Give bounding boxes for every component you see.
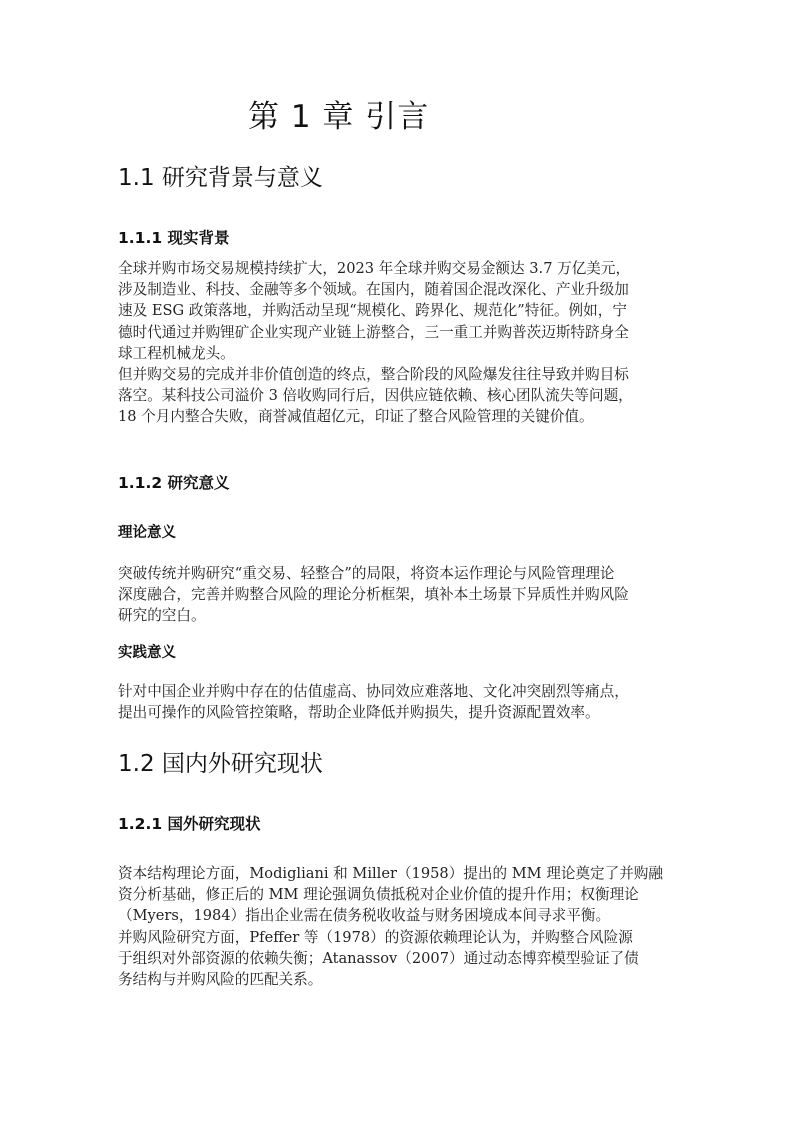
text-line: 资分析基础，修正后的 MM 理论强调负债抵税对企业价值的提升作用；权衡理论 bbox=[118, 886, 639, 904]
text-line: 于组织对外部资源的依赖失衡；Atanassov（2007）通过动态博弈模型验证了债 bbox=[118, 949, 639, 967]
chapter-title: 第 1 章 引言 bbox=[248, 99, 430, 135]
heading-practice-significance: 实践意义 bbox=[118, 645, 176, 661]
text-line: 速及 ESG 政策落地，并购活动呈现“规模化、跨界化、规范化”特征。例如，宁 bbox=[118, 302, 627, 320]
section-heading-1-2: 1.2 国内外研究现状 bbox=[118, 751, 323, 777]
text-line: 深度融合，完善并购整合风险的理论分析框架，填补本土场景下异质性并购风险 bbox=[118, 586, 629, 604]
text-line: 突破传统并购研究“重交易、轻整合”的局限，将资本运作理论与风险管理理论 bbox=[118, 565, 615, 582]
paragraph-theory-significance bbox=[118, 563, 678, 627]
heading-theory-significance: 理论意义 bbox=[118, 525, 176, 541]
subsection-heading-1-2-1: 1.2.1 国外研究现状 bbox=[118, 815, 261, 833]
paragraph-foreign-research bbox=[118, 863, 678, 990]
text-line: 但并购交易的完成并非价值创造的终点，整合阶段的风险爆发往往导致并购目标 bbox=[118, 366, 629, 384]
text-line: 球工程机械龙头。 bbox=[118, 344, 235, 362]
text-line: 全球并购市场交易规模持续扩大，2023 年全球并购交易金额达 3.7 万亿美元， bbox=[118, 260, 631, 277]
text-line: 18 个月内整合失败，商誉减值超亿元，印证了整合风险管理的关键价值。 bbox=[118, 408, 594, 426]
paragraph-real-background bbox=[118, 258, 678, 428]
text-line: 并购风险研究方面，Pfeffer 等（1978）的资源依赖理论认为，并购整合风险源 bbox=[118, 928, 633, 946]
text-line: 德时代通过并购锂矿企业实现产业链上游整合，三一重工并购普茨迈斯特跻身全 bbox=[118, 323, 629, 341]
subsection-heading-1-1-2: 1.1.2 研究意义 bbox=[118, 474, 230, 492]
text-line: （Myers，1984）指出企业需在债务税收收益与财务困境成本间寻求平衡。 bbox=[118, 907, 611, 925]
text-line: 提出可操作的风险管控策略，帮助企业降低并购损失，提升资源配置效率。 bbox=[118, 704, 600, 722]
text-line: 针对中国企业并购中存在的估值虚高、协同效应难落地、文化冲突剧烈等痛点， bbox=[118, 683, 629, 700]
text-line: 务结构与并购风险的匹配关系。 bbox=[118, 971, 323, 989]
text-line: 落空。某科技公司溢价 3 倍收购同行后，因供应链依赖、核心团队流失等问题， bbox=[118, 387, 633, 405]
subsection-heading-1-1-1: 1.1.1 现实背景 bbox=[118, 229, 230, 247]
text-line: 涉及制造业、科技、金融等多个领域。在国内，随着国企混改深化、产业升级加 bbox=[118, 281, 629, 299]
text-line: 研究的空白。 bbox=[118, 607, 206, 625]
section-heading-1-1: 1.1 研究背景与意义 bbox=[118, 165, 323, 191]
text-line: 资本结构理论方面，Modigliani 和 Miller（1958）提出的 MM 理论奠定了并购融 bbox=[118, 865, 663, 882]
paragraph-practice-significance bbox=[118, 681, 678, 723]
